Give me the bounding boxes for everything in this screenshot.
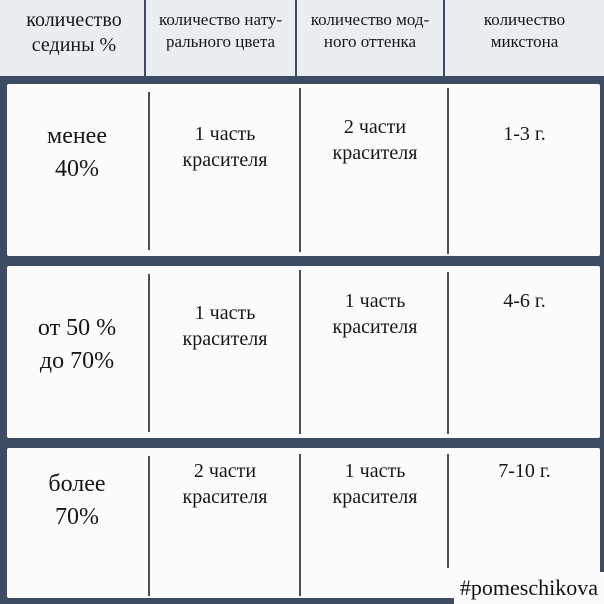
watermark-hashtag: #pomeschikova xyxy=(454,572,604,604)
table-header xyxy=(0,0,604,76)
header-gray-percent: количество седины % xyxy=(0,0,146,76)
mixton-cell: 4-6 г. xyxy=(503,290,546,312)
table-row xyxy=(7,84,600,256)
header-mixton: количество микстона xyxy=(483,10,566,51)
fashion-shade-cell: 1 часть красителя xyxy=(332,290,418,338)
mixton-cell: 1-3 г. xyxy=(503,123,546,145)
gray-percent-cell: менее 40% xyxy=(47,123,107,182)
table-row xyxy=(7,266,600,438)
fashion-shade-cell: 1 часть красителя xyxy=(332,460,418,508)
natural-color-cell: 1 часть красителя xyxy=(182,302,268,350)
natural-color-cell: 1 часть красителя xyxy=(182,123,268,171)
fashion-shade-cell: 2 части красителя xyxy=(332,116,418,164)
header-natural-color: количество нату- рального цвета xyxy=(146,0,297,76)
natural-color-cell: 2 части красителя xyxy=(182,460,268,508)
header-fashion-shade: количество мод- ного оттенка xyxy=(297,0,445,76)
mixton-cell: 7-10 г. xyxy=(498,460,551,482)
gray-percent-cell: более 70% xyxy=(48,471,106,530)
gray-percent-cell: от 50 % до 70% xyxy=(37,315,117,374)
